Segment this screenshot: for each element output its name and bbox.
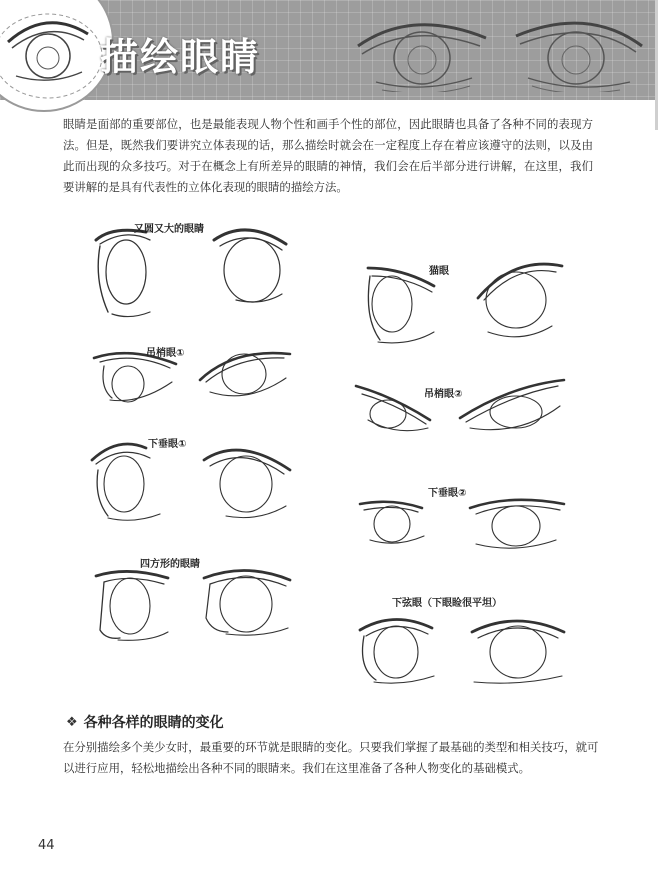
caption-upturned2: 吊梢眼② — [424, 389, 463, 400]
eye-crescent-right — [472, 621, 564, 683]
eye-downturned2-left — [360, 502, 424, 543]
section-heading-text: 各种各样的眼睛的变化 — [83, 715, 224, 731]
eye-round-right — [214, 230, 286, 302]
caption-cat: 猫眼 — [429, 266, 449, 277]
eye-cat-left — [368, 268, 434, 343]
intro-paragraph: 眼睛是面部的重要部位，也是最能表现人物个性和画手个性的部位，因此眼睛也具备了各种不同的表现方法。但是，既然我们要讲究立体表现的话，那么描绘时就会在一定程度上存在着应该遵守的法则，以及由此而出现的众多技巧。对于在概念上有所差异的眼睛的神情，我们会在后半部分进行讲解，在这里，我们要讲解的是具有代表性的立体化表现的眼睛的描绘方法。 — [63, 117, 593, 194]
caption-downturned1: 下垂眼① — [148, 439, 187, 450]
caption-crescent: 下弦眼（下眼睑很平坦） — [392, 598, 502, 609]
diamond-cluster-icon: ❖ — [66, 714, 78, 730]
eye-downturned1-left — [92, 444, 160, 520]
eye-square-left — [96, 571, 168, 640]
caption-downturned2: 下垂眼② — [428, 488, 467, 499]
eye-upturned2-left — [356, 386, 430, 431]
caption-upturned1: 吊梢眼① — [146, 348, 185, 359]
eye-upturned2-right — [460, 380, 564, 430]
eye-round-left — [96, 230, 150, 316]
eye-square-right — [204, 570, 290, 635]
eye-downturned2-right — [470, 500, 564, 548]
eye-crescent-left — [360, 619, 434, 683]
caption-round-big: 又圆又大的眼睛 — [134, 224, 204, 235]
section-heading — [66, 712, 224, 732]
page-title: 描绘眼睛 — [100, 35, 261, 79]
eye-upturned1-left — [94, 353, 176, 402]
section-body: 在分别描绘多个美少女时，最重要的环节就是眼睛的变化。只要我们掌握了最基础的类型和相关技巧，就可以进行应用，轻松地描绘出各种不同的眼睛来。我们在这里准备了各种人物变化的基础模式。 — [63, 740, 599, 775]
page-number: 44 — [38, 838, 55, 853]
eye-upturned1-right — [200, 353, 290, 396]
eye-downturned1-right — [204, 450, 290, 518]
eye-cat-right — [478, 264, 562, 337]
caption-square: 四方形的眼睛 — [140, 559, 200, 570]
